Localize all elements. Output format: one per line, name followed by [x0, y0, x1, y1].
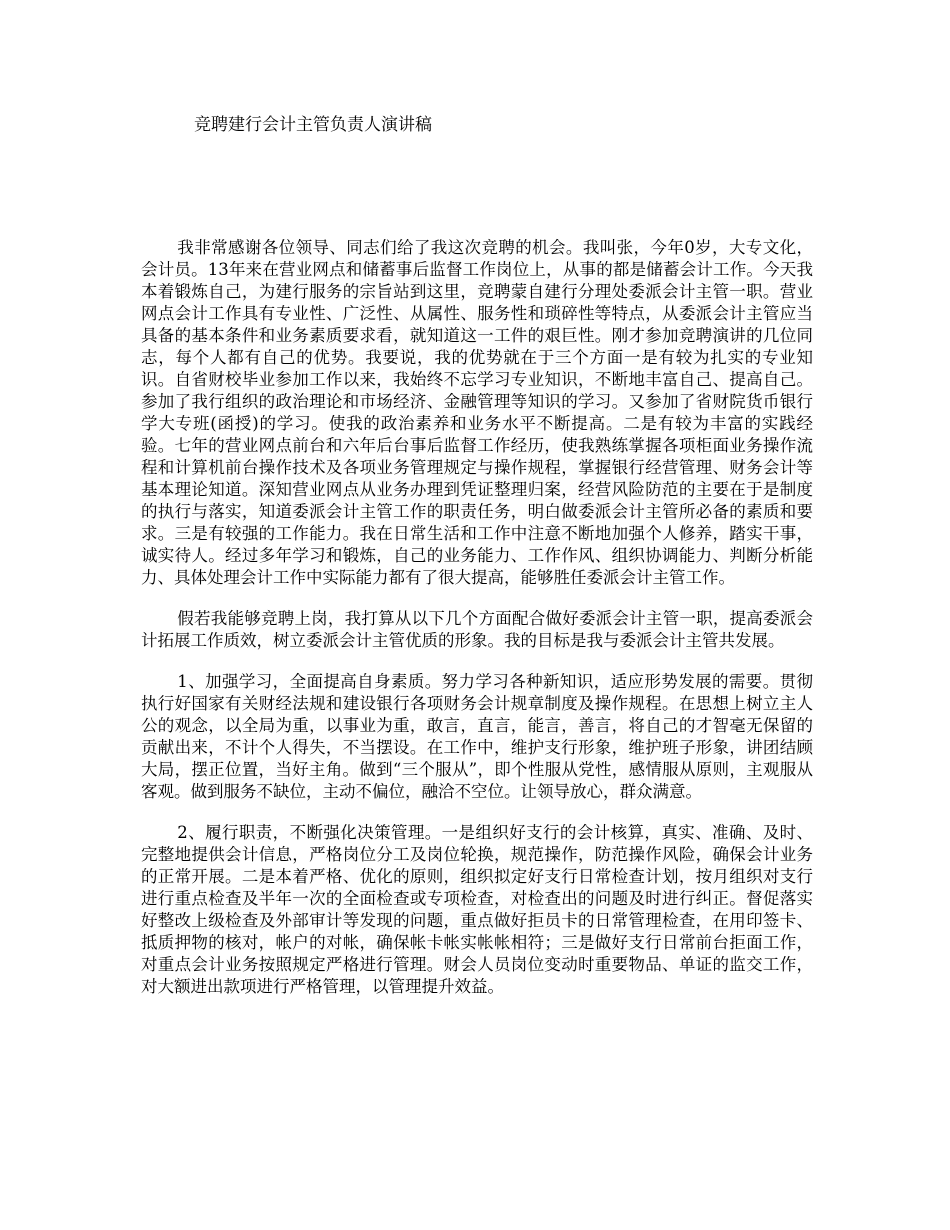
document-title: 竞聘建行会计主管负责人演讲稿: [194, 115, 432, 135]
paragraph-point-1: 1、加强学习，全面提高自身素质。努力学习各种新知识，适应形势发展的需要。贯彻执行好国家有关财经法规和建设银行各项财务会计规章制度及操作规程。在思想上树立主人公的观念，以全局为重，以事业为重，敢言，直言，能言，善言，将自己的才智毫无保留的贡献出来，不计个人得失，不当摆设。在工作中，维护支行形象，维护班子形象，讲团结顾大局，摆正位置，当好主角。做到“三个服从”，即个性服从党性，感情服从原则，主观服从客观。做到服务不缺位，主动不偏位，融洽不空位。让领导放心，群众满意。: [141, 672, 813, 801]
paragraph-intro: 我非常感谢各位领导、同志们给了我这次竞聘的机会。我叫张，今年0岁，大专文化，会计员。13年来在营业网点和储蓄事后监督工作岗位上，从事的都是储蓄会计工作。今天我本着锻炼自己，为建行服务的宗旨站到这里，竞聘蒙自建行分理处委派会计主管一职。营业网点会计工作具有专业性、广泛性、从属性、服务性和琐碎性等特点，从委派会计主管应当具备的基本条件和业务素质要求看，就知道这一工件的艰巨性。刚才参加竞聘演讲的几位同志，每个人都有自己的优势。我要说，我的优势就在于三个方面一是有较为扎实的专业知识。自省财校毕业参加工作以来，我始终不忘学习专业知识，不断地丰富自己、提高自己。参加了我行组织的政治理论和市场经济、金融管理等知识的学习。又参加了省财院货币银行学大专班(函授)的学习。使我的政治素养和业务水平不断提高。二是有较为丰富的实践经验。七年的营业网点前台和六年后台事后监督工作经历，使我熟练掌握各项柜面业务操作流程和计算机前台操作技术及各项业务管理规定与操作规程，掌握银行经营管理、财务会计等基本理论知道。深知营业网点从业务办理到凭证整理归案，经营风险防范的主要在于是制度的执行与落实，知道委派会计主管工作的职责任务，明白做委派会计主管所必备的素质和要求。三是有较强的工作能力。我在日常生活和工作中注意不断地加强个人修养，踏实干事，诚实待人。经过多年学习和锻炼，自己的业务能力、工作作风、组织协调能力、判断分析能力、具体处理会计工作中实际能力都有了很大提高，能够胜任委派会计主管工作。: [141, 238, 813, 587]
paragraph-plan: 假若我能够竞聘上岗，我打算从以下几个方面配合做好委派会计主管一职，提高委派会计拓展工作质效，树立委派会计主管优质的形象。我的目标是我与委派会计主管共发展。: [141, 609, 813, 650]
paragraph-point-2: 2、履行职责，不断强化决策管理。一是组织好支行的会计核算，真实、准确、及时、完整地提供会计信息，严格岗位分工及岗位轮换，规范操作，防范操作风险，确保会计业务的正常开展。二是本着严格、优化的原则，组织拟定好支行日常检查计划，按月组织对支行进行重点检查及半年一次的全面检查或专项检查，对检查出的问题及时进行纠正。督促落实好整改上级检查及外部审计等发现的问题，重点做好拒员卡的日常管理检查，在用印签卡、抵质押物的核对，帐户的对帐，确保帐卡帐实帐帐相符；三是做好支行日常前台拒面工作，对重点会计业务按照规定严格进行管理。财会人员岗位变动时重要物品、单证的监交工作，对大额进出款项进行严格管理，以管理提升效益。: [141, 823, 813, 996]
document-body: [141, 237, 813, 1017]
